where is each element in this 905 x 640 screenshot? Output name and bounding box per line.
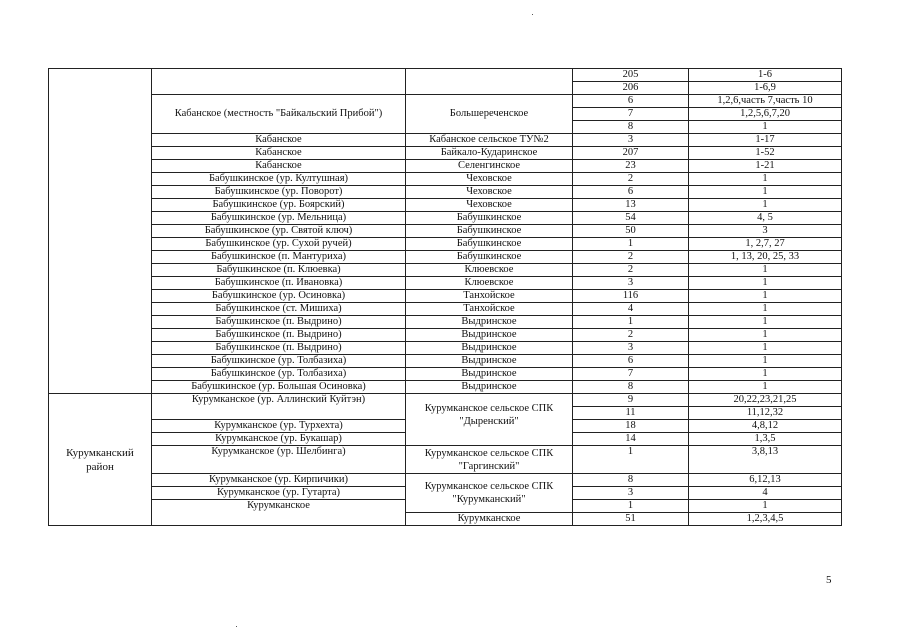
block-cell: 116 bbox=[573, 290, 689, 303]
tenant-cell: Курумканское сельское СПК "Дыренский" bbox=[406, 394, 573, 446]
plots-cell: 1-52 bbox=[689, 147, 842, 160]
block-cell: 8 bbox=[573, 381, 689, 394]
table-row bbox=[49, 355, 842, 368]
locality-cell: Бабушкинское (ур. Осиновка) bbox=[152, 290, 406, 303]
plots-cell: 1 bbox=[689, 303, 842, 316]
tenant-cell: Кабанское сельское ТУ№2 bbox=[406, 134, 573, 147]
plots-cell: 1, 13, 20, 25, 33 bbox=[689, 251, 842, 264]
table-row bbox=[49, 69, 842, 82]
table-row bbox=[49, 303, 842, 316]
page-number: 5 bbox=[826, 574, 832, 586]
tenant-cell: Курумканское сельское СПК "Курумканский" bbox=[406, 474, 573, 513]
locality-cell-empty bbox=[152, 69, 406, 95]
table-row bbox=[49, 251, 842, 264]
tenant-cell: Бабушкинское bbox=[406, 238, 573, 251]
table-row bbox=[49, 173, 842, 186]
plots-cell: 1 bbox=[689, 199, 842, 212]
locality-cell: Бабушкинское (ур. Мельница) bbox=[152, 212, 406, 225]
block-cell: 2 bbox=[573, 264, 689, 277]
tenant-cell: Выдринское bbox=[406, 342, 573, 355]
table-row bbox=[49, 316, 842, 329]
block-cell: 51 bbox=[573, 513, 689, 526]
locality-cell: Бабушкинское (п. Клюевка) bbox=[152, 264, 406, 277]
block-cell: 6 bbox=[573, 186, 689, 199]
plots-cell: 1 bbox=[689, 173, 842, 186]
table-row bbox=[49, 277, 842, 290]
table-row bbox=[49, 290, 842, 303]
table-row bbox=[49, 329, 842, 342]
locality-cell: Курумканское (ур. Гутарта) bbox=[152, 487, 406, 500]
block-cell: 2 bbox=[573, 329, 689, 342]
plots-cell: 1 bbox=[689, 381, 842, 394]
locality-cell: Бабушкинское (ур. Поворот) bbox=[152, 186, 406, 199]
plots-cell: 4 bbox=[689, 487, 842, 500]
plots-cell: 6,12,13 bbox=[689, 474, 842, 487]
locality-cell: Бабушкинское (ур. Святой ключ) bbox=[152, 225, 406, 238]
tenant-cell: Курумканское сельское СПК "Гаргинский" bbox=[406, 446, 573, 474]
table-row bbox=[49, 238, 842, 251]
block-cell: 3 bbox=[573, 342, 689, 355]
plots-cell: 1 bbox=[689, 500, 842, 513]
tenant-cell: Курумканское bbox=[406, 513, 573, 526]
locality-cell: Бабушкинское (ур. Толбазиха) bbox=[152, 355, 406, 368]
table-row bbox=[49, 368, 842, 381]
table-row bbox=[49, 381, 842, 394]
block-cell: 6 bbox=[573, 95, 689, 108]
plots-cell: 1,2,5,6,7,20 bbox=[689, 108, 842, 121]
block-cell: 7 bbox=[573, 368, 689, 381]
locality-cell: Курумканское (ур. Шелбинга) bbox=[152, 446, 406, 474]
plots-cell: 1 bbox=[689, 277, 842, 290]
block-cell: 205 bbox=[573, 69, 689, 82]
block-cell: 23 bbox=[573, 160, 689, 173]
block-cell: 1 bbox=[573, 500, 689, 513]
locality-cell: Бабушкинское (ур. Боярский) bbox=[152, 199, 406, 212]
tenant-cell: Большереченское bbox=[406, 95, 573, 134]
locality-cell: Курумканское bbox=[152, 500, 406, 526]
block-cell: 6 bbox=[573, 355, 689, 368]
table-row bbox=[49, 95, 842, 108]
table-row bbox=[49, 225, 842, 238]
table-row bbox=[49, 264, 842, 277]
table-row bbox=[49, 186, 842, 199]
table-row bbox=[49, 147, 842, 160]
tenant-cell: Выдринское bbox=[406, 381, 573, 394]
tenant-cell: Выдринское bbox=[406, 316, 573, 329]
tenant-cell: Бабушкинское bbox=[406, 225, 573, 238]
tenant-cell: Выдринское bbox=[406, 329, 573, 342]
table-row bbox=[49, 199, 842, 212]
table-row bbox=[49, 394, 842, 407]
locality-cell: Бабушкинское (ур. Большая Осиновка) bbox=[152, 381, 406, 394]
tenant-cell: Выдринское bbox=[406, 368, 573, 381]
plots-cell: 3 bbox=[689, 225, 842, 238]
locality-cell: Бабушкинское (п. Выдрино) bbox=[152, 342, 406, 355]
plots-cell: 1,2,6,часть 7,часть 10 bbox=[689, 95, 842, 108]
tenant-cell-empty bbox=[406, 69, 573, 95]
tenant-cell: Чеховское bbox=[406, 186, 573, 199]
tenant-cell: Танхойское bbox=[406, 303, 573, 316]
plots-cell: 1-17 bbox=[689, 134, 842, 147]
district-cell-empty bbox=[49, 69, 152, 394]
block-cell: 206 bbox=[573, 82, 689, 95]
block-cell: 1 bbox=[573, 316, 689, 329]
block-cell: 54 bbox=[573, 212, 689, 225]
tenant-cell: Селенгинское bbox=[406, 160, 573, 173]
table-row bbox=[49, 446, 842, 474]
plots-cell: 20,22,23,21,25 bbox=[689, 394, 842, 407]
tenant-cell: Клюевское bbox=[406, 264, 573, 277]
plots-cell: 1-6 bbox=[689, 69, 842, 82]
tenant-cell: Бабушкинское bbox=[406, 251, 573, 264]
tenant-cell: Чеховское bbox=[406, 173, 573, 186]
table-body bbox=[49, 69, 842, 526]
block-cell: 4 bbox=[573, 303, 689, 316]
district-cell: Курумканский район bbox=[49, 394, 152, 526]
table-row bbox=[49, 134, 842, 147]
locality-cell: Курумканское (ур. Аллинский Куйтэн) bbox=[152, 394, 406, 420]
block-cell: 207 bbox=[573, 147, 689, 160]
locality-cell: Курумканское (ур. Турхехта) bbox=[152, 420, 406, 433]
plots-cell: 4, 5 bbox=[689, 212, 842, 225]
plots-cell: 1,2,3,4,5 bbox=[689, 513, 842, 526]
plots-cell: 1, 2,7, 27 bbox=[689, 238, 842, 251]
tenant-cell: Чеховское bbox=[406, 199, 573, 212]
plots-cell: 1 bbox=[689, 342, 842, 355]
plots-cell: 1-21 bbox=[689, 160, 842, 173]
plots-cell: 1 bbox=[689, 316, 842, 329]
block-cell: 9 bbox=[573, 394, 689, 407]
tenant-cell: Выдринское bbox=[406, 355, 573, 368]
locality-cell: Курумканское (ур. Кирпичики) bbox=[152, 474, 406, 487]
plots-cell: 1 bbox=[689, 355, 842, 368]
plots-cell: 11,12,32 bbox=[689, 407, 842, 420]
locality-cell: Бабушкинское (ур. Толбазиха) bbox=[152, 368, 406, 381]
plots-cell: 3,8,13 bbox=[689, 446, 842, 474]
locality-cell: Бабушкинское (п. Мантуриха) bbox=[152, 251, 406, 264]
block-cell: 3 bbox=[573, 134, 689, 147]
block-cell: 18 bbox=[573, 420, 689, 433]
tenant-cell: Танхойское bbox=[406, 290, 573, 303]
locality-cell: Кабанское bbox=[152, 134, 406, 147]
scan-speck bbox=[236, 626, 237, 627]
locality-cell: Бабушкинское (п. Выдрино) bbox=[152, 329, 406, 342]
table-row bbox=[49, 474, 842, 487]
block-cell: 50 bbox=[573, 225, 689, 238]
locality-cell: Бабушкинское (ур. Сухой ручей) bbox=[152, 238, 406, 251]
tenant-cell: Байкало-Кударинское bbox=[406, 147, 573, 160]
table-row bbox=[49, 342, 842, 355]
block-cell: 1 bbox=[573, 446, 689, 474]
locality-cell: Кабанское bbox=[152, 160, 406, 173]
locality-cell: Бабушкинское (ст. Мишиха) bbox=[152, 303, 406, 316]
scan-speck bbox=[532, 14, 533, 15]
tenant-cell: Бабушкинское bbox=[406, 212, 573, 225]
plots-cell: 1-6,9 bbox=[689, 82, 842, 95]
block-cell: 1 bbox=[573, 238, 689, 251]
plots-cell: 1 bbox=[689, 264, 842, 277]
plots-cell: 1 bbox=[689, 329, 842, 342]
land-plots-table bbox=[48, 68, 842, 526]
tenant-cell: Клюевское bbox=[406, 277, 573, 290]
plots-cell: 1 bbox=[689, 290, 842, 303]
table-row bbox=[49, 212, 842, 225]
block-cell: 3 bbox=[573, 277, 689, 290]
plots-cell: 1 bbox=[689, 186, 842, 199]
block-cell: 8 bbox=[573, 121, 689, 134]
block-cell: 3 bbox=[573, 487, 689, 500]
block-cell: 14 bbox=[573, 433, 689, 446]
plots-cell: 1 bbox=[689, 121, 842, 134]
locality-cell: Курумканское (ур. Букашар) bbox=[152, 433, 406, 446]
block-cell: 2 bbox=[573, 173, 689, 186]
plots-cell: 1 bbox=[689, 368, 842, 381]
locality-cell: Кабанское bbox=[152, 147, 406, 160]
block-cell: 11 bbox=[573, 407, 689, 420]
plots-cell: 4,8,12 bbox=[689, 420, 842, 433]
plots-cell: 1,3,5 bbox=[689, 433, 842, 446]
block-cell: 7 bbox=[573, 108, 689, 121]
block-cell: 8 bbox=[573, 474, 689, 487]
block-cell: 13 bbox=[573, 199, 689, 212]
table-row bbox=[49, 160, 842, 173]
locality-cell: Кабанское (местность "Байкальский Прибой") bbox=[152, 95, 406, 134]
locality-cell: Бабушкинское (п. Ивановка) bbox=[152, 277, 406, 290]
locality-cell: Бабушкинское (ур. Култушная) bbox=[152, 173, 406, 186]
block-cell: 2 bbox=[573, 251, 689, 264]
locality-cell: Бабушкинское (п. Выдрино) bbox=[152, 316, 406, 329]
